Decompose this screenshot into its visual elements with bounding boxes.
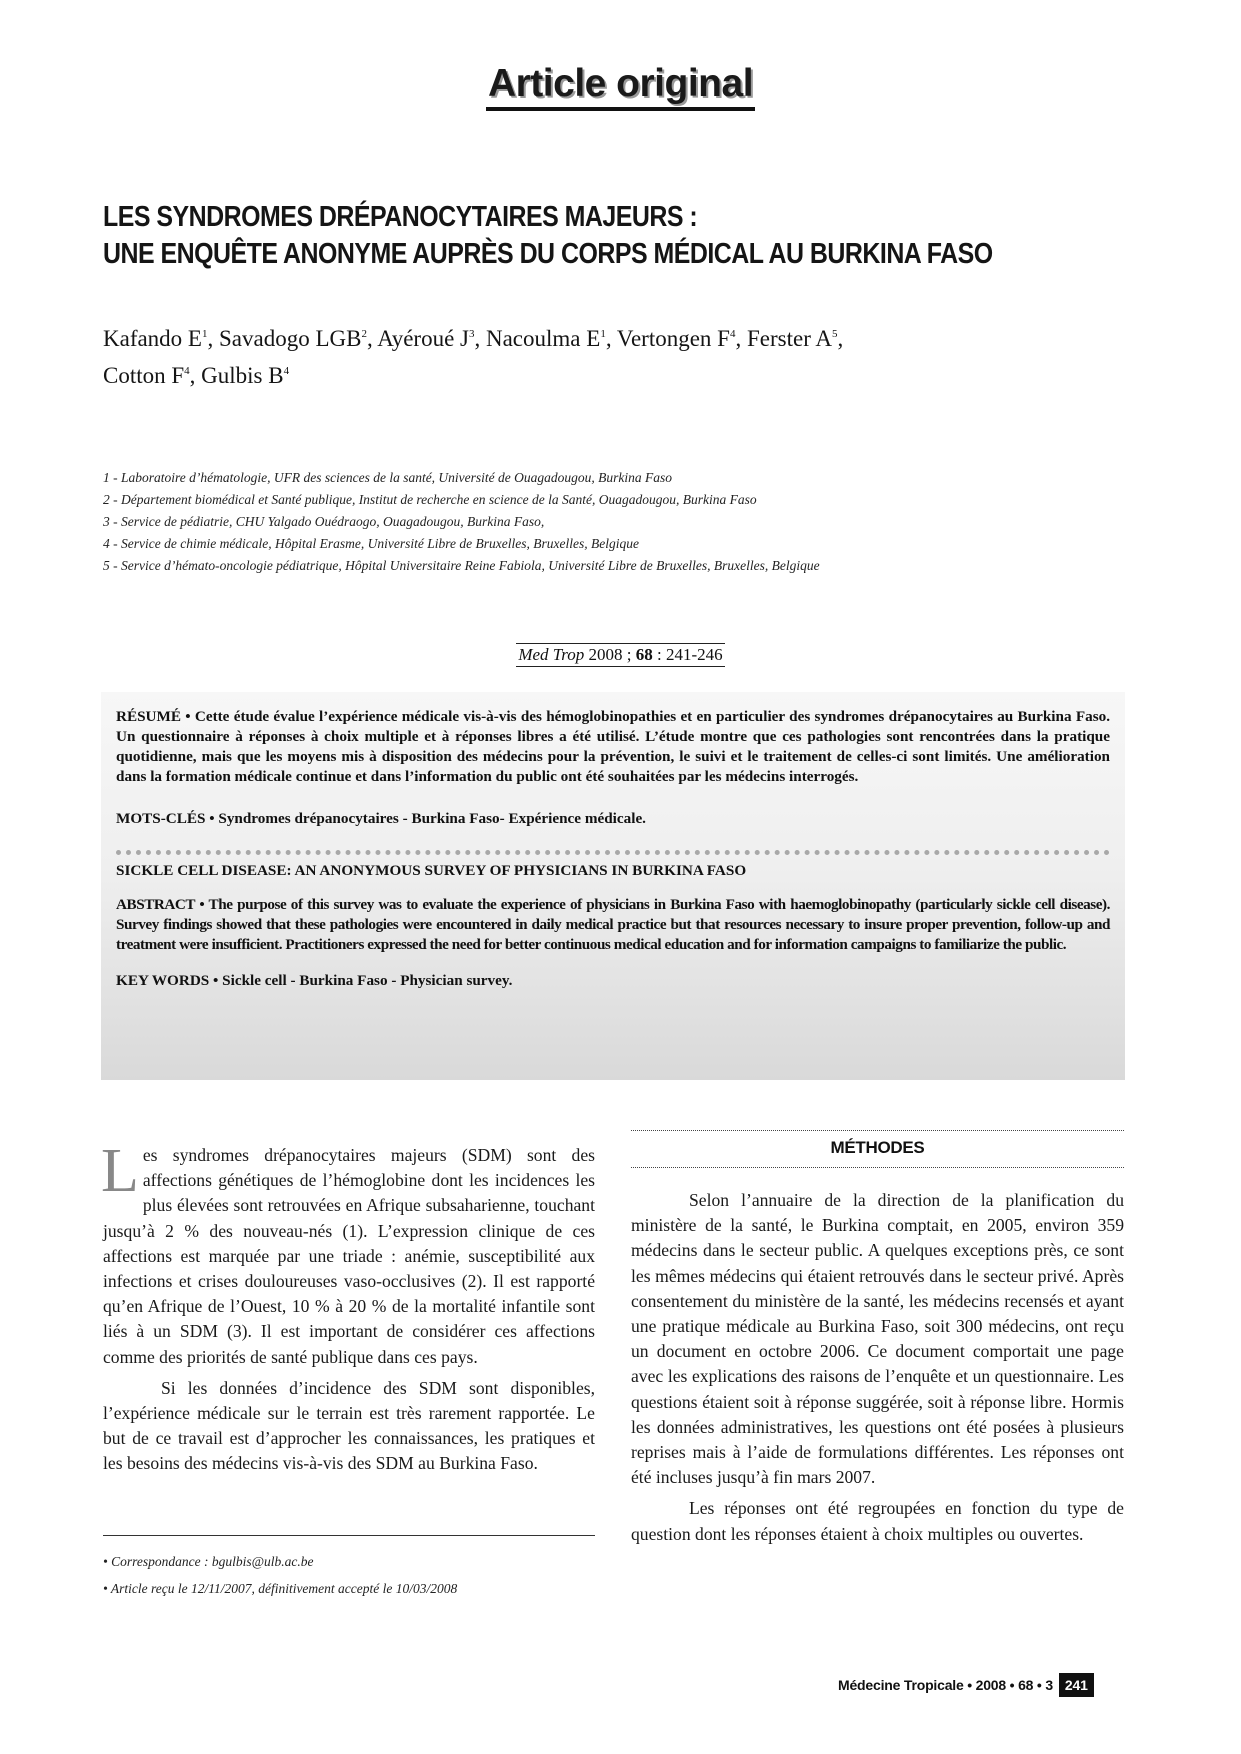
footnote-rule <box>103 1535 595 1536</box>
intro-paragraph-1: Les syndromes drépanocytaires majeurs (SDM) sont des affections génétiques de l’hémoglobine dont les incidences les plus élevées sont retrouvées en Afrique subsaharienne, touchant jusqu’à 2 % des nouveau-nés (1). L’expression clinique de ces affections est marquée par une triade : anémie, susceptibilité aux infections et crises douloureuses vaso-occlusives (2). Il est rapporté qu’en Afrique de l’Ouest, 10 % à 20 % de la mortalité infantile sont liés à un SDM (3). Il est important de considérer ces affections comme des priorités de santé publique dans ces pays. <box>101 1137 595 1367</box>
citation <box>0 643 1241 667</box>
summary-box <box>101 692 1125 1080</box>
author-list: Kafando $E^1$, Savadogo LGB$^2$, Ayéroué $J^3$, Nacoulma $E^1$, Vertongen $F^4$, Ferster $A^5$, Cotton $F^4$, Gulbis $B^4$ <box>103 326 844 388</box>
methods-paragraph-1: Selon l’annuaire de la direction de la planification du ministère de la santé, le Burkina comptait, en 2005, environ 359 médecins dans le secteur public. A quelques exceptions près, ce sont les mêmes médecins qui étaient retrouvés dans le secteur privé. Après consentement du ministère de la santé, les médecins recensés et ayant une pratique médicale au Burkina Faso, soit 300 médecins, ont reçu un document en octobre 2006. Ce document comportait une page avec les explications des raisons de l’enquête et un questionnaire. Les questions étaient soit à réponse suggérée, soit à réponse libre. Hormis les données administratives, les questions ont été posées à plusieurs reprises mais à l’aide de formulations différentes. Les réponses ont été incluses jusqu’à fin mars 2007. <box>631 1190 1124 1488</box>
affiliation: 2 - Département biomédical et Santé publique, Institut de recherche en science de la Santé, Ouagadougou, Burkina Faso <box>103 492 757 507</box>
citation-year: 2008 ; <box>584 645 636 664</box>
citation-volume: 68 <box>635 645 653 664</box>
citation-pages: : 241-246 <box>652 645 723 664</box>
resume-text: RÉSUMÉ • Cette étude évalue l’expérience médicale vis-à-vis des hémoglobinopathies et en particulier des syndromes drépanocytaires au Burkina Faso. Un questionnaire à réponses à choix multiple et à réponses libres a été utilisé. L’étude montre que ces pathologies sont rencontrées dans la pratique quotidienne, mais que les moyens mis à disposition des médecins pour la prévention, le suivi et le traitement de celles-ci sont limités. Une amélioration dans la formation médicale continue et dans l’information du public ont été souhaitées par les médecins interrogés. <box>116 708 1110 785</box>
affiliation-list <box>103 467 1163 577</box>
author: Gulbis $B^4$ <box>201 363 290 388</box>
abstract-text: ABSTRACT • The purpose of this survey was to evaluate the experience of physicians in Burkina Faso with haemoglobinopathy (particularly sickle cell disease). Survey findings showed that these pathologies were encountered in daily medical practice but that resources necessary to insure proper prevention, follow-up and treatment were insufficient. Practitioners expressed the need for better continuous medical education and for information campaigns to familiarize the public. <box>116 896 1110 953</box>
author: Kafando $E^1$ <box>103 326 208 351</box>
page-footer <box>838 1673 1094 1697</box>
footnotes <box>103 1548 603 1602</box>
article-type-label: Article original <box>486 62 755 111</box>
footer-journal: Médecine Tropicale • 2008 • 68 • 3 <box>838 1677 1053 1693</box>
citation-journal: Med Trop <box>518 645 585 664</box>
key-words-text: KEY WORDS • Sickle cell - Burkina Faso - Physician survey. <box>116 972 513 989</box>
affiliation: 3 - Service de pédiatrie, CHU Yalgado Ouédraogo, Ouagadougou, Burkina Faso, <box>103 514 545 529</box>
title-line-1: LES SYNDROMES DRÉPANOCYTAIRES MAJEURS : <box>103 201 698 233</box>
affiliation: 5 - Service d’hémato-oncologie pédiatrique, Hôpital Universitaire Reine Fabiola, Université Libre de Bruxelles, Bruxelles, Belgique <box>103 558 820 573</box>
title-line-2: UNE ENQUÊTE ANONYME AUPRÈS DU CORPS MÉDICAL AU BURKINA FASO <box>103 238 993 270</box>
affiliation: 4 - Service de chimie médicale, Hôpital Erasme, Université Libre de Bruxelles, Bruxelles, Belgique <box>103 536 639 551</box>
author: Ferster $A^5$ <box>746 326 838 351</box>
author: Savadogo LGB$^2$ <box>219 326 367 351</box>
footnote-correspondence: • Correspondance : bgulbis@ulb.ac.be <box>103 1554 314 1569</box>
article-title <box>103 199 997 273</box>
affiliation: 1 - Laboratoire d’hématologie, UFR des sciences de la santé, Université de Ouagadougou, Burkina Faso <box>103 470 673 485</box>
section-heading-methods: MÉTHODES <box>631 1130 1124 1168</box>
intro-paragraph-2: Si les données d’incidence des SDM sont disponibles, l’expérience médicale sur le terrain est très rarement rapportée. Le but de ce travail est d’approcher les connaissances, les pratiques et les besoins des médecins vis-à-vis des SDM au Burkina Faso. <box>103 1377 595 1474</box>
body-column-left <box>101 1137 595 1477</box>
author: Vertongen $F^4$ <box>616 326 736 351</box>
english-title: SICKLE CELL DISEASE: AN ANONYMOUS SURVEY OF PHYSICIANS IN BURKINA FASO <box>116 862 747 879</box>
author: Nacoulma $E^1$ <box>485 326 606 351</box>
author: Cotton $F^4$ <box>103 363 190 388</box>
author: Ayéroué $J^3$ <box>377 326 475 351</box>
page-number: 241 <box>1059 1673 1094 1697</box>
article-type-banner <box>0 62 1241 111</box>
footnote-received: • Article reçu le 12/11/2007, définitivement accepté le 10/03/2008 <box>103 1581 458 1596</box>
drop-cap: L <box>101 1137 139 1205</box>
methods-paragraph-2: Les réponses ont été regroupées en fonction du type de question dont les réponses étaient à choix multiples ou ouvertes. <box>631 1498 1124 1544</box>
dotted-separator <box>116 850 1110 855</box>
body-column-right <box>631 1188 1124 1547</box>
mots-cles-text: MOTS-CLÉS • Syndromes drépanocytaires - Burkina Faso- Expérience médicale. <box>116 810 646 827</box>
